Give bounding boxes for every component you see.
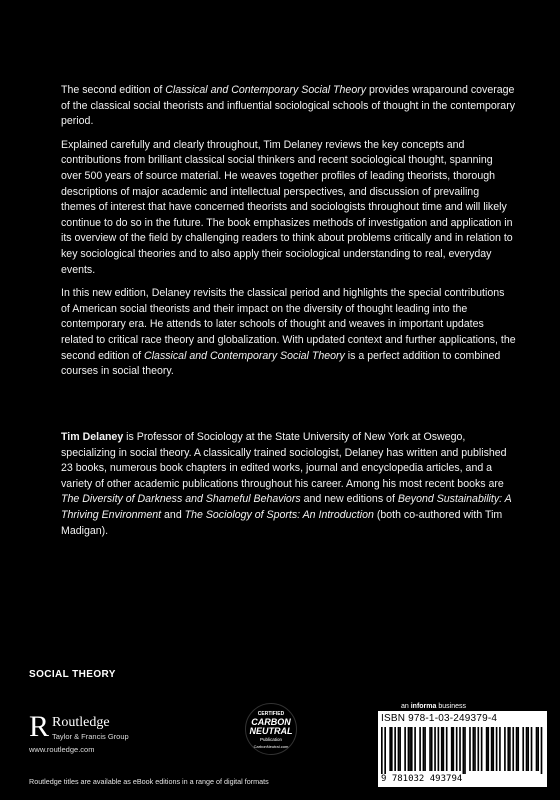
badge-text xyxy=(246,718,296,736)
barcode-bars xyxy=(381,727,544,774)
book-description xyxy=(61,83,516,388)
barcode-bar xyxy=(411,727,413,771)
barcode-bar xyxy=(504,727,506,771)
bio-text: (both co-authored with Tim Madigan). xyxy=(61,508,503,537)
barcode-bar xyxy=(434,727,436,771)
barcode-bar xyxy=(527,727,529,771)
barcode-bar xyxy=(404,727,406,771)
barcode-bar xyxy=(389,727,391,771)
barcode-bar xyxy=(456,727,458,771)
barcode-bar xyxy=(431,727,433,771)
isbn-barcode xyxy=(378,711,547,787)
barcode-bar xyxy=(512,727,514,771)
barcode-bar xyxy=(451,727,453,771)
barcode-bar xyxy=(381,727,383,774)
bio-book-title: Beyond Sustainability: A Thriving Environment xyxy=(61,493,512,521)
badge-word: CARBON xyxy=(251,717,291,727)
barcode-bar xyxy=(399,727,401,771)
description-text: The second edition of xyxy=(61,84,166,96)
barcode-bar xyxy=(463,727,465,774)
barcode-bar xyxy=(531,727,533,771)
barcode-bar xyxy=(481,727,483,771)
publisher-tagline: Taylor & Francis Group xyxy=(52,732,129,741)
book-title: Classical and Contemporary Social Theory xyxy=(165,84,367,96)
description-text: In this new edition, Delaney revisits the classical period and highlights the special contributions of American social theorists and their impact on the diversity of thought leading into the contemporary era. He attends to later schools of thought and weaves in important updates related to critical race theory and globalization. With updated context and further applications, the second edition of xyxy=(61,287,516,362)
barcode-bar xyxy=(517,727,519,771)
barcode-bar xyxy=(423,727,425,771)
barcode-bar xyxy=(477,727,479,771)
bio-text: and new editions of xyxy=(300,493,398,506)
barcode-bar xyxy=(472,727,474,771)
barcode-bar xyxy=(438,727,440,771)
subject-category: SOCIAL THEORY xyxy=(29,669,116,680)
barcode-bar xyxy=(394,727,396,771)
barcode-bar xyxy=(496,727,498,771)
barcode-bar xyxy=(414,727,416,771)
barcode-bar xyxy=(419,727,421,771)
publisher-name: Routledge xyxy=(52,715,110,730)
barcode-bar xyxy=(408,727,410,771)
barcode-bar xyxy=(492,727,494,771)
author-name: Tim Delaney xyxy=(61,431,124,443)
barcode-bar xyxy=(391,727,393,771)
barcode-bar xyxy=(541,727,543,774)
barcode-bar xyxy=(487,727,489,771)
ebook-footnote: Routledge titles are available as eBook editions in a range of digital formats xyxy=(29,777,269,786)
barcode-bar xyxy=(536,727,538,771)
barcode-digits: 9 781032 493794 xyxy=(381,774,463,784)
bio-book-title: The Diversity of Darkness and Shameful Behaviors xyxy=(61,493,301,506)
description-paragraph-2: Explained carefully and clearly throughout, Tim Delaney reviews the key concepts and contributions from brilliant classical social thinkers and recent sociological thought, spanning over 500 years of source material. He weaves together profiles of leading theorists, thorough descriptions of major academic and intellectual perspectives, and discussion of prevailing themes of interest that have concerned theorists and sociologists throughout time and will likely continue to do so in the future. The book emphasizes methods of investigation and application in its overview of the field by challenging readers to think about problems critically and in relation to key sociological theories and to also apply their sociological understanding to real, everyday events. xyxy=(61,138,513,276)
isbn-text: ISBN 978-1-03-249379-4 xyxy=(381,713,498,724)
barcode-bar xyxy=(486,727,488,771)
barcode-bar xyxy=(398,727,400,771)
informa-text: business xyxy=(436,703,466,710)
barcode-bar xyxy=(409,727,411,771)
informa-text: an xyxy=(401,703,411,710)
barcode-bar xyxy=(474,727,476,771)
publisher-url: www.routledge.com xyxy=(29,745,95,754)
badge-text: CarbonNeutral.com xyxy=(253,744,289,749)
barcode-bar xyxy=(424,727,426,771)
barcode-bar xyxy=(429,727,431,771)
bio-text: is Professor of Sociology at the State University of New York at Oswego, specializing in social theory. A classically trained sociologist, Delaney has written and published 23 books, numerous book chapters in edited works, journal and encyclopedia articles, and a variety of other academic publications throughout his career. Among his most recent books are xyxy=(61,431,507,490)
barcode-bar xyxy=(537,727,539,771)
barcode-bar xyxy=(516,727,518,771)
routledge-r-icon: R xyxy=(29,710,50,743)
barcode-bar xyxy=(522,727,524,771)
barcode-bar xyxy=(526,727,528,771)
barcode-bar xyxy=(459,727,461,771)
barcode-bar xyxy=(443,727,445,771)
description-paragraph-1 xyxy=(61,83,516,130)
badge-text: CERTIFIED xyxy=(257,711,285,717)
barcode-bar xyxy=(499,727,501,771)
barcode-bar xyxy=(453,727,455,771)
description-paragraph-3 xyxy=(61,286,516,380)
barcode-bar xyxy=(469,727,471,771)
badge-word: NEUTRAL xyxy=(249,726,293,736)
barcode-bar xyxy=(509,727,511,771)
barcode-bar xyxy=(384,727,386,774)
barcode-bar xyxy=(491,727,493,771)
informa-business-label xyxy=(401,703,466,710)
barcode-bar xyxy=(446,727,448,771)
description-text: is a perfect addition to combined courses in social theory. xyxy=(61,349,501,378)
bio-book-title: The Sociology of Sports: An Introduction xyxy=(184,508,374,521)
informa-brand: informa xyxy=(410,703,437,710)
barcode-bar xyxy=(464,727,466,774)
carbon-neutral-badge-icon xyxy=(245,703,297,755)
badge-text: Publication xyxy=(259,737,282,742)
description-text: provides wraparound coverage of the classical social theorists and influential sociological schools of thought in the contemporary period. xyxy=(61,84,516,128)
author-bio xyxy=(61,430,516,539)
book-title: Classical and Contemporary Social Theory xyxy=(144,349,345,362)
publisher-logo xyxy=(29,712,169,756)
bio-text: and xyxy=(161,508,185,521)
barcode-bar xyxy=(507,727,509,771)
barcode-bar xyxy=(441,727,443,771)
